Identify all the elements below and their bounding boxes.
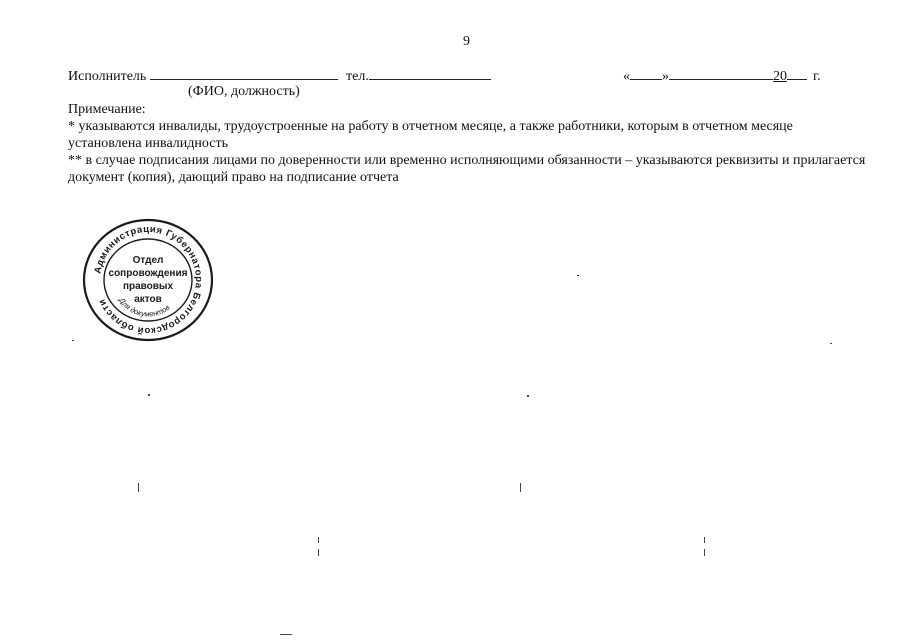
- scan-speck: [527, 395, 529, 397]
- note-title: Примечание:: [68, 102, 146, 117]
- official-stamp: [78, 216, 218, 344]
- scan-speck: [704, 537, 705, 543]
- note-block: [68, 101, 868, 186]
- stamp-center-line-4: актов: [134, 294, 162, 305]
- scan-speck: [577, 275, 579, 276]
- scan-speck: [704, 549, 705, 556]
- stamp-ring-text-path: Администрация Губернатора Белгородской области: [92, 223, 205, 337]
- date-year-suffix: г.: [813, 69, 821, 84]
- phone-line: [346, 66, 491, 85]
- executor-name-field[interactable]: [150, 66, 338, 80]
- note-item-2: ** в случае подписания лицами по доверенности или временно исполняющими обязанности – указываются реквизиты и прилагается документ (копия), дающий право на подписание отчета: [68, 153, 866, 185]
- scan-speck: [830, 343, 832, 344]
- stamp-ring-text: [92, 224, 204, 336]
- date-day-field[interactable]: [630, 66, 662, 80]
- stamp-center-line-2: сопровождения: [108, 268, 188, 279]
- stamp-center-line-3: правовых: [122, 281, 174, 292]
- date-year-prefix: 20: [773, 69, 787, 84]
- fio-caption: (ФИО, должность): [188, 84, 300, 99]
- scan-speck: [318, 549, 319, 556]
- scan-speck: [520, 483, 521, 492]
- stamp-center-line-1: Отдел: [132, 255, 164, 266]
- date-open-quote: «: [623, 69, 630, 84]
- executor-line: [68, 66, 338, 85]
- phone-label: тел.: [346, 69, 369, 84]
- executor-label: Исполнитель: [68, 69, 147, 84]
- stamp-bottom-text-path: Для документов: [117, 296, 172, 319]
- note-item-1: * указываются инвалиды, трудоустроенные на работу в отчетном месяце, а также работники, которым в отчетном месяце установлена инвалидность: [68, 119, 793, 151]
- stamp-inner-ring: [104, 239, 192, 321]
- scan-speck: [138, 483, 139, 492]
- date-month-field[interactable]: [669, 66, 773, 80]
- date-close-quote: »: [662, 69, 669, 84]
- phone-field[interactable]: [369, 66, 491, 80]
- scan-speck: [72, 340, 74, 341]
- page-number: 9: [463, 34, 470, 49]
- scan-speck: [280, 634, 292, 635]
- scan-speck: [148, 394, 150, 396]
- stamp-outer-ring: [84, 220, 212, 340]
- date-year-field[interactable]: [787, 66, 807, 80]
- date-line: [623, 66, 821, 85]
- scan-speck: [318, 537, 319, 543]
